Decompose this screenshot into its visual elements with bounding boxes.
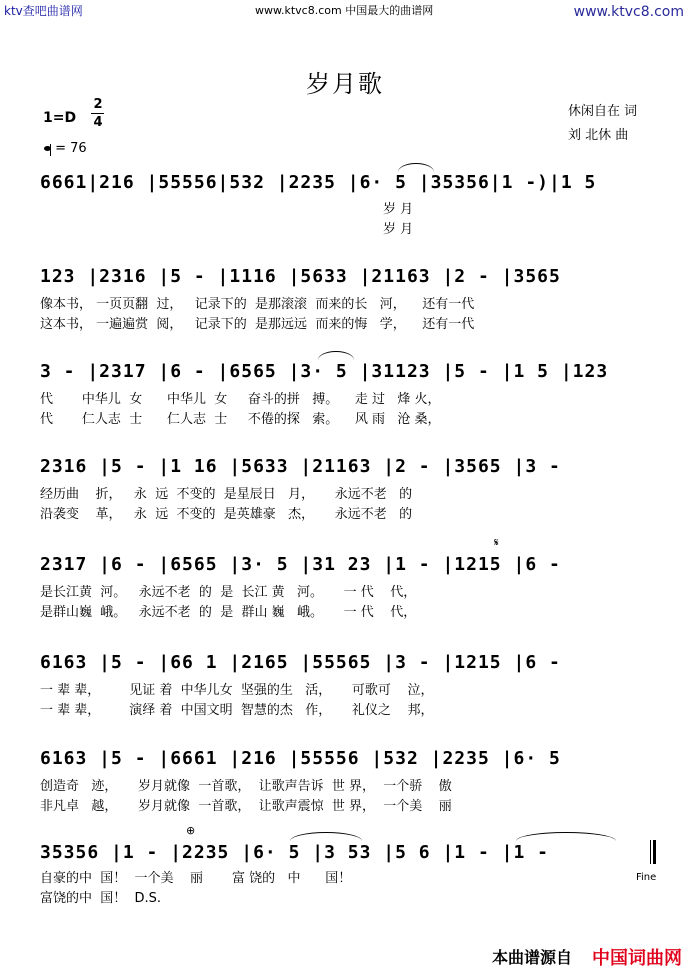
lyrics-row-1-verse-2: 岁 月 (40, 222, 414, 237)
lyrics-row-7-verse-2: 非凡卓 越， 岁月就像 一首歌， 让歌声震惊 世 界， 一个美 丽 (40, 799, 452, 814)
coda-mark: ⊕ (186, 824, 196, 837)
composer-credit: 刘 北休 曲 (568, 128, 629, 143)
lyrics-row-1-verse-1: 岁 月 (40, 202, 414, 217)
time-signature-top: 2 (93, 97, 103, 112)
slur-mark (398, 163, 434, 172)
lyrics-row-4-verse-2: 沿袭变 革， 永 远 不变的 是英雄豪 杰， 永远不老 的 (40, 507, 413, 522)
staff-row-2: 123 |2316 |5 - |1116 |5633 |21163 |2 - |3565 (40, 266, 561, 287)
staff-row-1: 6661|216 |55556|532 |2235 |6· 5 |35356|1 -)|1 5 (40, 172, 597, 193)
segno-mark: 𝄋 (494, 536, 499, 549)
staff-row-6: 6163 |5 - |66 1 |2165 |55565 |3 - |1215 |6 - (40, 652, 561, 673)
slur-mark (516, 832, 616, 841)
time-signature-bottom: 4 (93, 115, 103, 130)
header-left-site[interactable]: ktv查吧曲谱网 (4, 4, 83, 18)
final-barline-thin (650, 840, 651, 864)
staff-row-5: 2317 |6 - |6565 |3· 5 |31 23 |1 - |1215 |6 - (40, 554, 561, 575)
song-title: 岁月歌 (306, 70, 384, 98)
lyrics-row-3-verse-1: 代 中华儿 女 中华儿 女 奋斗的拼 搏。 走 过 烽 火， (40, 392, 441, 407)
key-signature: 1=D (43, 110, 77, 126)
lyrics-row-2-verse-1: 像本书， 一页页翻 过， 记录下的 是那滚滚 而来的长 河， 还有一代 (40, 297, 475, 312)
lyrics-row-4-verse-1: 经历曲 折， 永 远 不变的 是星辰日 月， 永远不老 的 (40, 487, 413, 502)
tempo-mark (44, 141, 87, 156)
tempo-value: = 76 (55, 141, 87, 156)
fine-mark: Fine (636, 872, 657, 883)
lyrics-row-7-verse-1: 创造奇 迹， 岁月就像 一首歌， 让歌声告诉 世 界， 一个骄 傲 (40, 779, 452, 794)
time-signature-line (91, 113, 104, 114)
staff-row-8: 35356 |1 - |2235 |6· 5 |3 53 |5 6 |1 - |1 - (40, 842, 549, 863)
lyricist-credit: 休闲自在 词 (568, 104, 638, 119)
lyrics-row-5-verse-1: 是长江黄 河。 永远不老 的 是 长江 黄 河。 一 代 代， (40, 585, 417, 600)
final-barline-thick (653, 840, 656, 864)
footer-source-label: 本曲谱源自 (491, 948, 572, 967)
slur-mark (318, 351, 354, 360)
staff-row-7: 6163 |5 - |6661 |216 |55556 |532 |2235 |6· 5 (40, 748, 561, 769)
footer-site-name[interactable]: 中国词曲网 (592, 948, 682, 969)
staff-row-4: 2316 |5 - |1 16 |5633 |21163 |2 - |3565 |3 - (40, 456, 561, 477)
lyrics-row-8-verse-2: 富饶的中 国！ D.S. (40, 891, 162, 906)
slur-mark (290, 832, 362, 841)
lyrics-row-5-verse-2: 是群山巍 峨。 永远不老 的 是 群山 巍 峨。 一 代 代， (40, 605, 417, 620)
staff-row-3: 3 - |2317 |6 - |6565 |3· 5 |31123 |5 - |1 5 |123 (40, 361, 609, 382)
lyrics-row-6-verse-1: 一 辈 辈， 见证 着 中华儿女 坚强的生 活， 可歌可 泣， (40, 683, 434, 698)
lyrics-row-6-verse-2: 一 辈 辈， 演绎 着 中国文明 智慧的杰 作， 礼仪之 邦， (40, 703, 434, 718)
lyrics-row-3-verse-2: 代 仁人志 士 仁人志 士 不倦的探 索。 风 雨 沧 桑， (40, 412, 441, 427)
header-right-url[interactable]: www.ktvc8.com (573, 4, 684, 20)
lyrics-row-8-verse-1: 自豪的中 国！ 一个美 丽 富 饶的 中 国！ (40, 871, 352, 886)
lyrics-row-2-verse-2: 这本书， 一遍遍赏 阅， 记录下的 是那远远 而来的悔 学， 还有一代 (40, 317, 475, 332)
header-center-site[interactable]: www.ktvc8.com 中国最大的曲谱网 (255, 4, 434, 17)
